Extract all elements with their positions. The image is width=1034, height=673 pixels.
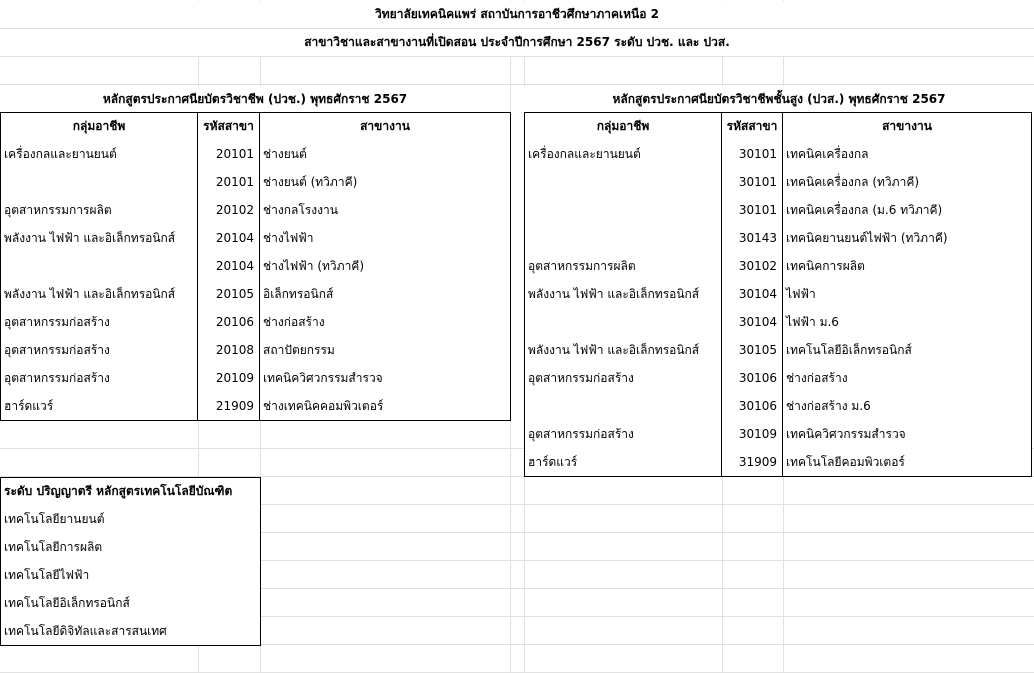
program-cell[interactable]: ช่างเทคนิคคอมพิวเตอร์ bbox=[259, 392, 511, 421]
major-code-cell[interactable]: 20101 bbox=[197, 168, 260, 197]
page-title: วิทยาลัยเทคนิคแพร่ สถาบันการอาชีวศึกษาภาคเหนือ 2 bbox=[0, 1, 1034, 28]
program-cell[interactable]: เทคนิคยานยนต์ไฟฟ้า (ทวิภาคี) bbox=[782, 224, 1032, 253]
program-cell[interactable]: ช่างยนต์ bbox=[259, 140, 511, 169]
career-group-cell[interactable]: พลังงาน ไฟฟ้า และอิเล็กทรอนิกส์ bbox=[524, 336, 722, 365]
major-code-cell[interactable]: 31909 bbox=[721, 448, 783, 477]
career-group-cell[interactable]: อุตสาหกรรมก่อสร้าง bbox=[524, 420, 722, 449]
major-code-cell[interactable]: 30109 bbox=[721, 420, 783, 449]
column-header[interactable]: กลุ่มอาชีพ bbox=[0, 112, 198, 141]
bachelor-item[interactable]: เทคโนโลยีไฟฟ้า bbox=[0, 561, 261, 590]
career-group-cell[interactable] bbox=[0, 252, 198, 281]
career-group-cell[interactable]: อุตสาหกรรมก่อสร้าง bbox=[524, 364, 722, 393]
program-cell[interactable]: ช่างยนต์ (ทวิภาคี) bbox=[259, 168, 511, 197]
grid-line bbox=[0, 56, 1034, 57]
major-code-cell[interactable]: 20108 bbox=[197, 336, 260, 365]
pvoc-table-title: หลักสูตรประกาศนียบัตรวิชาชีพ (ปวช.) พุทธศักราช 2567 bbox=[0, 86, 510, 112]
career-group-cell[interactable] bbox=[524, 196, 722, 225]
column-header[interactable]: กลุ่มอาชีพ bbox=[524, 112, 722, 141]
major-code-cell[interactable]: 30104 bbox=[721, 308, 783, 337]
major-code-cell[interactable]: 30106 bbox=[721, 392, 783, 421]
program-cell[interactable]: เทคนิคเครื่องกล bbox=[782, 140, 1032, 169]
career-group-cell[interactable]: อุตสาหกรรมก่อสร้าง bbox=[0, 336, 198, 365]
major-code-cell[interactable]: 30101 bbox=[721, 196, 783, 225]
major-code-cell[interactable]: 20101 bbox=[197, 140, 260, 169]
program-cell[interactable]: เทคนิคเครื่องกล (ทวิภาคี) bbox=[782, 168, 1032, 197]
column-header[interactable]: สาขางาน bbox=[259, 112, 511, 141]
major-code-cell[interactable]: 30101 bbox=[721, 140, 783, 169]
bachelor-item[interactable]: เทคโนโลยียานยนต์ bbox=[0, 505, 261, 534]
program-cell[interactable]: อิเล็กทรอนิกส์ bbox=[259, 280, 511, 309]
column-header[interactable]: สาขางาน bbox=[782, 112, 1032, 141]
major-code-cell[interactable]: 30106 bbox=[721, 364, 783, 393]
program-cell[interactable]: เทคนิคเครื่องกล (ม.6 ทวิภาคี) bbox=[782, 196, 1032, 225]
career-group-cell[interactable] bbox=[524, 224, 722, 253]
career-group-cell[interactable]: เครื่องกลและยานยนต์ bbox=[524, 140, 722, 169]
program-cell[interactable]: ช่างก่อสร้าง bbox=[259, 308, 511, 337]
major-code-cell[interactable]: 20105 bbox=[197, 280, 260, 309]
major-code-cell[interactable]: 30104 bbox=[721, 280, 783, 309]
career-group-cell[interactable] bbox=[524, 392, 722, 421]
program-cell[interactable]: ไฟฟ้า bbox=[782, 280, 1032, 309]
bachelor-title[interactable]: ระดับ ปริญญาตรี หลักสูตรเทคโนโลยีบัณฑิต bbox=[0, 477, 261, 506]
program-cell[interactable]: ช่างไฟฟ้า (ทวิภาคี) bbox=[259, 252, 511, 281]
career-group-cell[interactable]: อุตสาหกรรมการผลิต bbox=[524, 252, 722, 281]
program-cell[interactable]: เทคโนโลยีอิเล็กทรอนิกส์ bbox=[782, 336, 1032, 365]
career-group-cell[interactable]: เครื่องกลและยานยนต์ bbox=[0, 140, 198, 169]
hvoc-table-title: หลักสูตรประกาศนียบัตรวิชาชีพชั้นสูง (ปวส.) พุทธศักราช 2567 bbox=[524, 86, 1034, 112]
major-code-cell[interactable]: 30102 bbox=[721, 252, 783, 281]
career-group-cell[interactable]: พลังงาน ไฟฟ้า และอิเล็กทรอนิกส์ bbox=[0, 224, 198, 253]
career-group-cell[interactable] bbox=[0, 168, 198, 197]
program-cell[interactable]: สถาปัตยกรรม bbox=[259, 336, 511, 365]
career-group-cell[interactable]: พลังงาน ไฟฟ้า และอิเล็กทรอนิกส์ bbox=[524, 280, 722, 309]
major-code-cell[interactable]: 20109 bbox=[197, 364, 260, 393]
program-cell[interactable]: ช่างไฟฟ้า bbox=[259, 224, 511, 253]
career-group-cell[interactable]: อุตสาหกรรมก่อสร้าง bbox=[0, 308, 198, 337]
career-group-cell[interactable]: ฮาร์ดแวร์ bbox=[0, 392, 198, 421]
bachelor-item[interactable]: เทคโนโลยีดิจิทัลและสารสนเทศ bbox=[0, 617, 261, 646]
career-group-cell[interactable]: อุตสาหกรรมการผลิต bbox=[0, 196, 198, 225]
major-code-cell[interactable]: 30105 bbox=[721, 336, 783, 365]
major-code-cell[interactable]: 30101 bbox=[721, 168, 783, 197]
program-cell[interactable]: ช่างก่อสร้าง ม.6 bbox=[782, 392, 1032, 421]
program-cell[interactable]: ช่างกลโรงงาน bbox=[259, 196, 511, 225]
career-group-cell[interactable]: อุตสาหกรรมก่อสร้าง bbox=[0, 364, 198, 393]
program-cell[interactable]: ช่างก่อสร้าง bbox=[782, 364, 1032, 393]
page-subtitle: สาขาวิชาและสาขางานที่เปิดสอน ประจำปีการศึกษา 2567 ระดับ ปวช. และ ปวส. bbox=[0, 29, 1034, 56]
program-cell[interactable]: เทคนิควิศวกรรมสำรวจ bbox=[782, 420, 1032, 449]
career-group-cell[interactable]: พลังงาน ไฟฟ้า และอิเล็กทรอนิกส์ bbox=[0, 280, 198, 309]
bachelor-item[interactable]: เทคโนโลยีการผลิต bbox=[0, 533, 261, 562]
major-code-cell[interactable]: 20102 bbox=[197, 196, 260, 225]
career-group-cell[interactable] bbox=[524, 308, 722, 337]
major-code-cell[interactable]: 21909 bbox=[197, 392, 260, 421]
career-group-cell[interactable] bbox=[524, 168, 722, 197]
grid-line bbox=[0, 84, 1034, 85]
major-code-cell[interactable]: 20104 bbox=[197, 252, 260, 281]
major-code-cell[interactable]: 20106 bbox=[197, 308, 260, 337]
career-group-cell[interactable]: ฮาร์ดแวร์ bbox=[524, 448, 722, 477]
column-header[interactable]: รหัสสาขา bbox=[197, 112, 260, 141]
column-header[interactable]: รหัสสาขา bbox=[721, 112, 783, 141]
major-code-cell[interactable]: 30143 bbox=[721, 224, 783, 253]
program-cell[interactable]: เทคโนโลยีคอมพิวเตอร์ bbox=[782, 448, 1032, 477]
program-cell[interactable]: เทคนิคการผลิต bbox=[782, 252, 1032, 281]
program-cell[interactable]: เทคนิควิศวกรรมสำรวจ bbox=[259, 364, 511, 393]
bachelor-item[interactable]: เทคโนโลยีอิเล็กทรอนิกส์ bbox=[0, 589, 261, 618]
program-cell[interactable]: ไฟฟ้า ม.6 bbox=[782, 308, 1032, 337]
major-code-cell[interactable]: 20104 bbox=[197, 224, 260, 253]
